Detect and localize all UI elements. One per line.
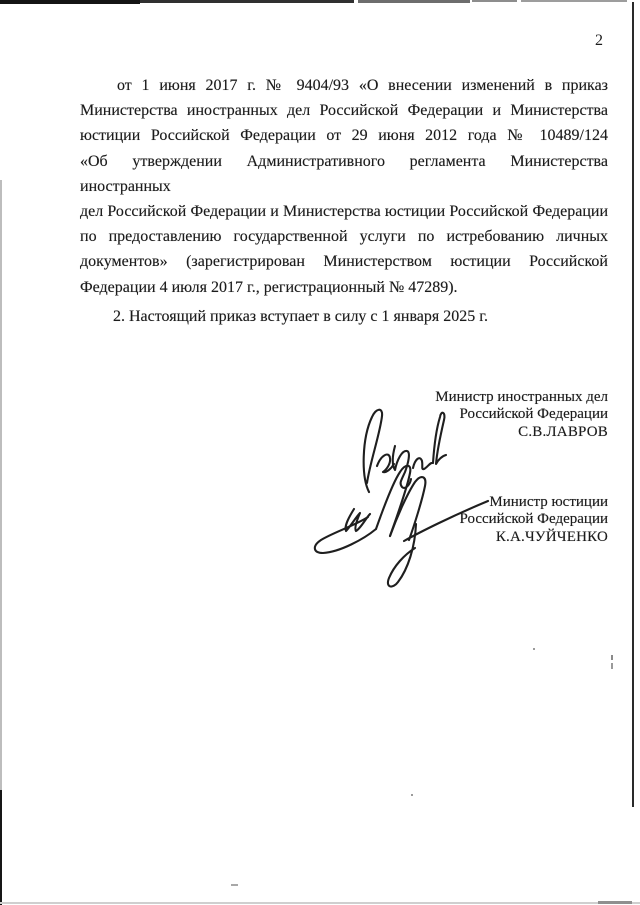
scan-artifact-top-edge	[521, 0, 627, 2]
scan-artifact-dash	[611, 663, 613, 669]
scan-artifact-top-edge	[0, 0, 140, 4]
paragraph-line: «Об утверждении Административного регламента Министерства иностранных	[80, 152, 608, 195]
scan-artifact-left-edge	[0, 790, 2, 905]
signatures-overlay	[300, 400, 500, 600]
minister-title-line: Министр юстиции	[489, 494, 608, 510]
document-body	[80, 73, 608, 329]
lavrov-signature	[377, 455, 394, 473]
chuychenko-signature	[404, 501, 488, 541]
scan-artifact-bottom-edge	[0, 902, 640, 904]
lavrov-signature	[364, 410, 382, 492]
chuychenko-signature	[315, 517, 376, 553]
minister-name: С.В.ЛАВРОВ	[518, 424, 608, 440]
scan-artifact-top-edge	[472, 0, 517, 2]
paragraph-2: 2. Настоящий приказ вступает в силу с 1 января 2025 г.	[113, 307, 489, 325]
paragraph-line: документов» (зарегистрирован Министерством юстиции Российской	[80, 253, 608, 271]
scan-artifact-right-edge	[632, 2, 634, 807]
minister-name: К.А.ЧУЙЧЕНКО	[495, 529, 608, 545]
paragraph-line: по предоставлению государственной услуги по истребованию личных	[80, 228, 608, 246]
lavrov-signature	[413, 413, 446, 469]
paragraph-line: дел Российской Федерации и Министерства юстиции Российской Федерации	[80, 203, 608, 221]
minister-title-line: Российской Федерации	[459, 511, 608, 527]
scan-artifact-speck	[411, 794, 413, 796]
scan-artifact-top-edge	[358, 0, 470, 3]
page-number: 2	[595, 32, 603, 49]
paragraph-line: Министерства иностранных дел Российской Федерации и Министерства	[80, 102, 608, 120]
scan-artifact-left-edge	[0, 180, 2, 790]
minister-title-line: Министр иностранных дел	[435, 389, 608, 405]
scan-artifact-top-edge	[140, 0, 354, 3]
paragraph-line: Федерации 4 июля 2017 г., регистрационный № 47289).	[80, 278, 458, 296]
paragraph-line: юстиции Российской Федерации от 29 июня 2012 года № 10489/124	[80, 127, 608, 145]
scan-artifact-bottom-edge	[598, 901, 632, 904]
scan-artifact-dash	[611, 655, 613, 660]
minister-title-line: Российской Федерации	[459, 406, 608, 422]
paragraph-line: от 1 июня 2017 г. № 9404/93 «О внесении изменений в приказ	[117, 77, 608, 94]
scan-artifact-dash	[231, 884, 238, 886]
scan-artifact-speck	[533, 648, 535, 650]
